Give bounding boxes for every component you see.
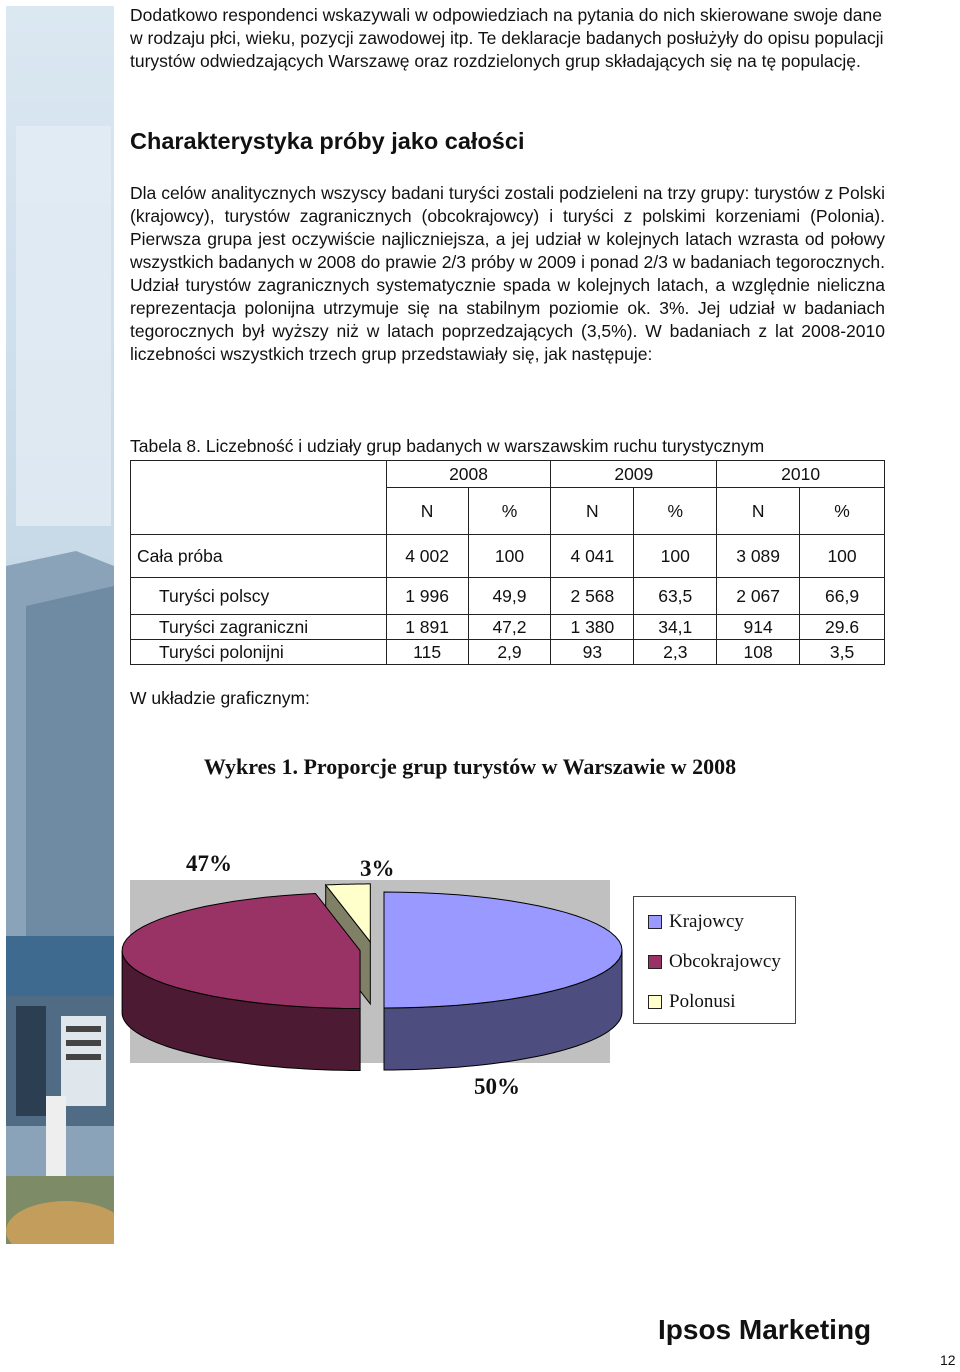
legend-label: Polonusi bbox=[669, 991, 736, 1012]
table-cell: 1 996 bbox=[386, 578, 468, 615]
table-cell: 2 568 bbox=[551, 578, 634, 615]
column-header: N bbox=[551, 488, 634, 535]
year-header: 2008 bbox=[386, 461, 551, 488]
table-cell: 93 bbox=[551, 640, 634, 665]
legend-item-obcokrajowcy bbox=[648, 951, 781, 973]
table-cell: 29.6 bbox=[800, 615, 885, 640]
row-label: Cała próba bbox=[131, 535, 387, 578]
pie-label-obcokrajowcy: 47% bbox=[186, 851, 232, 876]
pie-label-krajowcy: 50% bbox=[474, 1074, 520, 1099]
legend-swatch bbox=[648, 915, 662, 929]
table-cell: 1 380 bbox=[551, 615, 634, 640]
chart-title: Wykres 1. Proporcje grup turystów w Warszawie w 2008 bbox=[203, 754, 737, 779]
table-cell: 2 067 bbox=[717, 578, 800, 615]
column-header: % bbox=[468, 488, 551, 535]
legend-item-krajowcy bbox=[648, 911, 744, 933]
chart-legend bbox=[633, 896, 796, 1024]
table-cell: 2,3 bbox=[634, 640, 717, 665]
table-cell: 4 002 bbox=[386, 535, 468, 578]
page-number: 12 bbox=[940, 1352, 956, 1368]
row-label: Turyści zagraniczni bbox=[131, 615, 387, 640]
column-header: N bbox=[717, 488, 800, 535]
row-label: Turyści polscy bbox=[131, 578, 387, 615]
table-cell: 49,9 bbox=[468, 578, 551, 615]
table-cell: 2,9 bbox=[468, 640, 551, 665]
table-cell: 47,2 bbox=[468, 615, 551, 640]
column-header: % bbox=[800, 488, 885, 535]
table-cell: 115 bbox=[386, 640, 468, 665]
row-label: Turyści polonijni bbox=[131, 640, 387, 665]
table-cell: 100 bbox=[800, 535, 885, 578]
legend-swatch bbox=[648, 995, 662, 1009]
table-cell: 34,1 bbox=[634, 615, 717, 640]
graph-intro-text: W układzie graficznym: bbox=[130, 688, 310, 708]
table-cell: 66,9 bbox=[800, 578, 885, 615]
table-cell: 100 bbox=[634, 535, 717, 578]
table-cell: 3,5 bbox=[800, 640, 885, 665]
table-cell: 1 891 bbox=[386, 615, 468, 640]
footer-brand: Ipsos Marketing bbox=[658, 1314, 872, 1345]
table-cell: 914 bbox=[717, 615, 800, 640]
column-header: N bbox=[386, 488, 468, 535]
column-header: % bbox=[634, 488, 717, 535]
legend-label: Krajowcy bbox=[669, 911, 744, 932]
body-paragraph: Dla celów analitycznych wszyscy badani turyści zostali podzieleni na trzy grupy: turystów z Polski (krajowcy), turystów zagranicznych (obcokrajowcy) i turyści z polskimi korzeniami (Polonia). Pierwsza grupa jest oczywiście najliczniejsza, a jej udział w kolejnych latach wzrasta od połowy wszystkich badanych w 2008 do prawie 2/3 próby w 2009 i ponad 2/3 w badaniach tegorocznych. Udział turystów zagranicznych systematycznie spada w kolejnych latach, a względnie nieliczna reprezentacja polonijna utrzymuje się na stabilnym poziomie ok. 3%. Jej udział w badaniach tegorocznych był wyższy niż w latach poprzedzających (3,5%). W badaniach z lat 2008-2010 liczebności wszystkich trzech grup przedstawiały się, jak następuje: bbox=[130, 183, 885, 364]
legend-swatch bbox=[648, 955, 662, 969]
year-header: 2009 bbox=[551, 461, 717, 488]
section-heading: Charakterystyka próby jako całości bbox=[130, 128, 525, 154]
table-cell: 4 041 bbox=[551, 535, 634, 578]
table-cell: 100 bbox=[468, 535, 551, 578]
table-cell: 108 bbox=[717, 640, 800, 665]
year-header: 2010 bbox=[717, 461, 885, 488]
table-cell: 63,5 bbox=[634, 578, 717, 615]
intro-paragraph: Dodatkowo respondenci wskazywali w odpowiedziach na pytania do nich skierowane swoje dane w rodzaju płci, wieku, pozycji zawodowej itp. Te deklaracje badanych posłużyły do opisu populacji turystów odwiedzających Warszawę oraz rozdzielonych grup składających się na tę populację. bbox=[130, 5, 884, 71]
table-caption: Tabela 8. Liczebność i udziały grup badanych w warszawskim ruchu turystycznym bbox=[130, 436, 765, 456]
pie-label-polonusi: 3% bbox=[360, 856, 395, 881]
legend-item-polonusi bbox=[648, 991, 736, 1013]
legend-label: Obcokrajowcy bbox=[669, 951, 781, 972]
table-cell: 3 089 bbox=[717, 535, 800, 578]
